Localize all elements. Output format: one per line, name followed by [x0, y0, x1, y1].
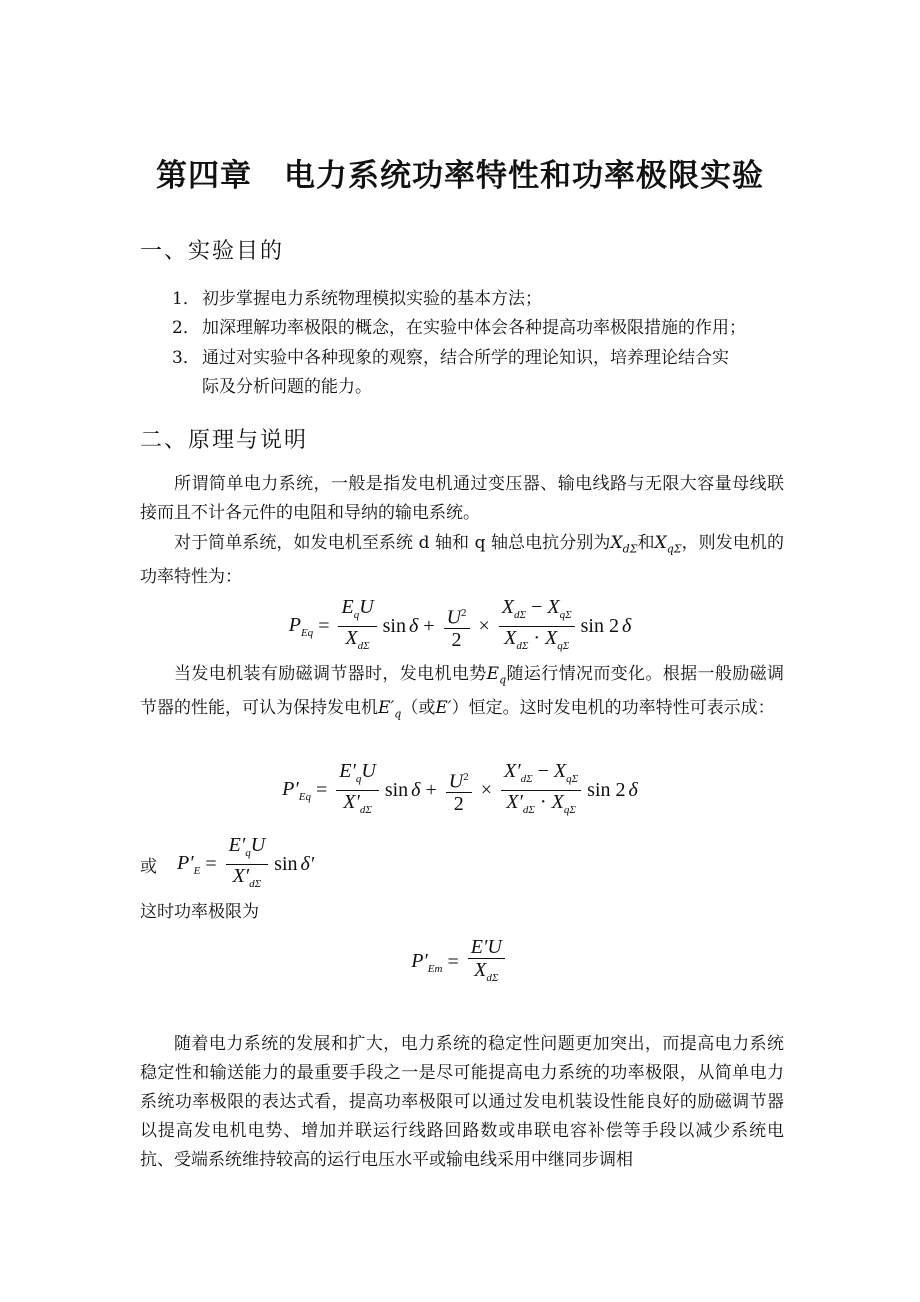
- equation-power-characteristic: $P_{Eq}$ = $\frac{E_qU}{X_{d\Sigma}}$ sin δ + $\frac{U^2}{2}$ × $\frac{X_{d\Sigma} - X_{q\Sigma}}{X_{d\Sigma} \cdot X_{q\Sigma}}$ sin 2 δ: [288, 596, 632, 652]
- paragraph-reactance: 对于简单系统，如发电机至系统 d 轴和 q 轴总电抗分别为$X_{d\Sigma}$和$X_{q\Sigma}$，则发电机的功率特性为：: [140, 533, 784, 588]
- paragraph-text: 和: [637, 533, 655, 553]
- section-heading-principle: 二、原理与说明: [140, 428, 309, 453]
- paragraph-text: 对于简单系统，如发电机至系统 d 轴和 q 轴总电抗分别为: [174, 533, 611, 553]
- equation-alternative: 或 $P'_E$ = $\frac{E'_qU}{X'_{d\Sigma}}$ sin δ′: [140, 834, 315, 890]
- list-item: [172, 315, 746, 341]
- paragraph-limit-intro: 这时功率极限为: [140, 902, 259, 922]
- list-number: 1．: [172, 289, 200, 309]
- list-item: [172, 345, 729, 371]
- paragraph-stability: 随着电力系统的发展和扩大，电力系统的稳定性问题更加突出，而提高电力系统稳定性和输送能力的最重要手段之一是尽可能提高电力系统的功率极限，从简单电力系统功率极限的表达式看，提高功率极限可以通过发电机装设性能良好的励磁调节器以提高发电机电势、增加并联运行线路回路数或串联电容补偿等手段以减少系统电抗、受端系统维持较高的运行电压水平或输电线采用中继同步调相: [140, 1034, 784, 1170]
- paragraph-excitation: 当发电机装有励磁调节器时，发电机电势$E_q$随运行情况而变化。根据一般励磁调节器的性能，可认为保持发电机$E'_q$（或E′）恒定。这时发电机的功率特性可表示成：: [140, 664, 785, 721]
- paragraph-text: 随运行情况而变化。根据一般励磁调节器的性能，可认为保持发电机: [140, 664, 785, 719]
- equation-transient-power: $P'_{Eq}$ = $\frac{E'_qU}{X'_{d\Sigma}}$ sin δ + $\frac{U^2}{2}$ × $\frac{X'_{d\Sigma} - X_{q\Sigma}}{X'_{d\Sigma} \cdot X_{q\Sigma}}$ sin 2 δ: [282, 760, 638, 816]
- list-number: 3．: [172, 348, 200, 368]
- paragraph-text: （或: [401, 698, 436, 719]
- paragraph-definition: 所谓简单电力系统，一般是指发电机通过变压器、输电线路与无限大容量母线联接而且不计各元件的电阻和导纳的输电系统。: [140, 474, 784, 523]
- section-heading-objectives: 一、实验目的: [140, 239, 285, 264]
- equation-power-limit: $P'_{Em}$ = $\frac{E'U}{X_{d\Sigma}}$: [0, 936, 920, 989]
- list-item: [172, 286, 542, 312]
- paragraph-text: 当发电机装有励磁调节器时，发电机电势: [174, 664, 487, 684]
- paragraph-text: ）恒定。这时发电机的功率特性可表示成：: [451, 698, 775, 719]
- or-label: 或: [140, 857, 157, 877]
- list-text: 加深理解功率极限的概念，在实验中体会各种提高功率极限措施的作用；: [202, 318, 746, 338]
- chapter-title: 第四章 电力系统功率特性和功率极限实验: [156, 158, 764, 194]
- list-item-continuation: 际及分析问题的能力。: [202, 377, 372, 397]
- list-number: 2．: [172, 318, 200, 338]
- list-text: 初步掌握电力系统物理模拟实验的基本方法；: [202, 289, 542, 309]
- paragraph-text: ，则发电机的功率特性为：: [140, 533, 784, 588]
- list-text: 通过对实验中各种现象的观察，结合所学的理论知识，培养理论结合实: [202, 348, 729, 368]
